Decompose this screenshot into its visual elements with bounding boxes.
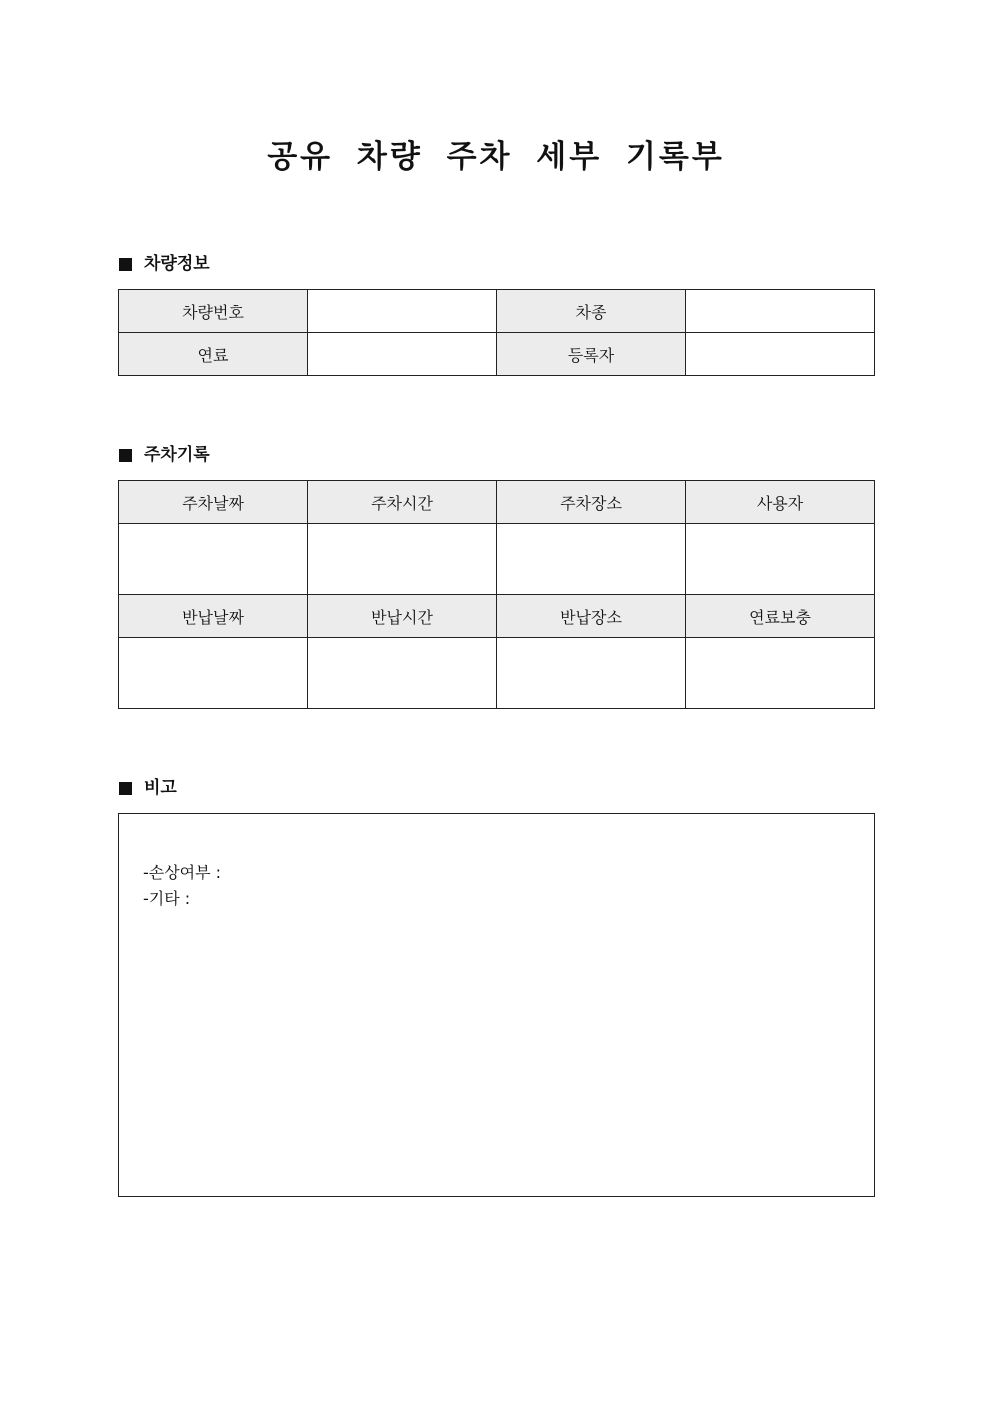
label-car-model: 차종 bbox=[497, 290, 686, 333]
table-row bbox=[119, 481, 875, 524]
remarks-heading bbox=[119, 775, 177, 801]
square-bullet-icon bbox=[119, 258, 132, 271]
refuel-field[interactable] bbox=[686, 638, 875, 709]
parking-time-field[interactable] bbox=[308, 524, 497, 595]
square-bullet-icon bbox=[119, 449, 132, 462]
car-model-field[interactable] bbox=[686, 290, 875, 333]
plate-number-field[interactable] bbox=[308, 290, 497, 333]
remarks-damage-line: -손상여부 : bbox=[143, 863, 222, 882]
label-registrant: 등록자 bbox=[497, 333, 686, 376]
vehicle-info-table bbox=[118, 289, 875, 376]
remarks-other-line: -기타 : bbox=[143, 889, 191, 908]
label-plate-number: 차량번호 bbox=[119, 290, 308, 333]
return-date-field[interactable] bbox=[119, 638, 308, 709]
document-title: 공유 차량 주차 세부 기록부 bbox=[267, 139, 725, 175]
parking-record-heading bbox=[119, 442, 210, 468]
vehicle-info-heading bbox=[119, 251, 210, 277]
user-field[interactable] bbox=[686, 524, 875, 595]
header-return-time: 반납시간 bbox=[308, 595, 497, 638]
table-row bbox=[119, 524, 875, 595]
parking-record-table bbox=[118, 480, 875, 709]
header-return-location: 반납장소 bbox=[497, 595, 686, 638]
remarks-box[interactable] bbox=[118, 813, 875, 1197]
registrant-field[interactable] bbox=[686, 333, 875, 376]
parking-location-field[interactable] bbox=[497, 524, 686, 595]
header-return-date: 반납날짜 bbox=[119, 595, 308, 638]
table-row bbox=[119, 333, 875, 376]
header-user: 사용자 bbox=[686, 481, 875, 524]
header-refuel: 연료보충 bbox=[686, 595, 875, 638]
table-row bbox=[119, 290, 875, 333]
return-location-field[interactable] bbox=[497, 638, 686, 709]
parking-date-field[interactable] bbox=[119, 524, 308, 595]
return-time-field[interactable] bbox=[308, 638, 497, 709]
fuel-field[interactable] bbox=[308, 333, 497, 376]
square-bullet-icon bbox=[119, 782, 132, 795]
header-parking-date: 주차날짜 bbox=[119, 481, 308, 524]
parking-record-heading-label: 주차기록 bbox=[144, 445, 210, 465]
table-row bbox=[119, 638, 875, 709]
header-parking-location: 주차장소 bbox=[497, 481, 686, 524]
label-fuel: 연료 bbox=[119, 333, 308, 376]
remarks-heading-label: 비고 bbox=[144, 778, 177, 798]
header-parking-time: 주차시간 bbox=[308, 481, 497, 524]
table-row bbox=[119, 595, 875, 638]
vehicle-info-heading-label: 차량정보 bbox=[144, 254, 210, 274]
